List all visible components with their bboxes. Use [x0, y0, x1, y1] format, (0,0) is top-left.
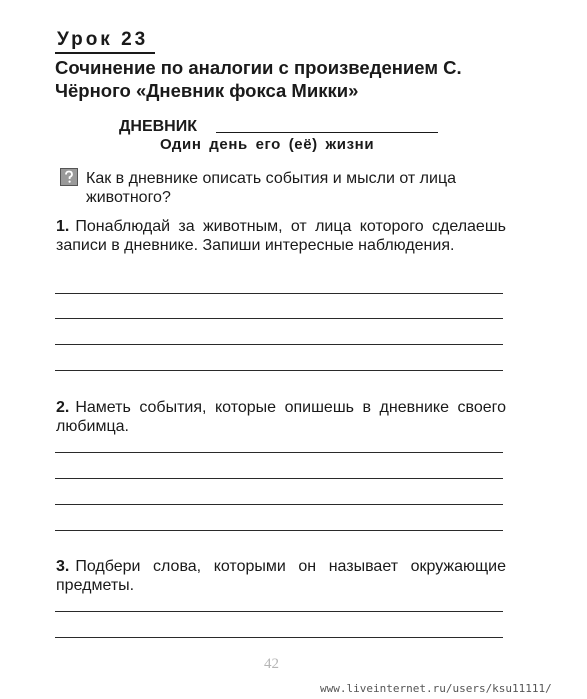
diary-name-line[interactable] — [216, 132, 438, 133]
answer-line[interactable] — [55, 478, 503, 479]
question-icon — [60, 168, 78, 186]
diary-subtitle: Один день его (её) жизни — [160, 136, 375, 153]
page-number: 42 — [264, 656, 279, 672]
task-2 — [56, 398, 506, 436]
lesson-title: Сочинение по аналогии с произведением С. Чёрного «Дневник фокса Микки» — [55, 57, 462, 101]
task-3-text: Подбери слова, которыми он называет окружающие предметы. — [56, 558, 506, 594]
task-1 — [56, 217, 506, 255]
task-3-number: 3. — [56, 558, 70, 575]
task-1-text: Понаблюдай за животным, от лица которого сделаешь записи в дневнике. Запиши интересные наблюдения. — [56, 218, 506, 254]
answer-line[interactable] — [55, 530, 503, 531]
question-text: Как в дневнике описать события и мысли от лица животного? — [86, 170, 457, 206]
lesson-heading-rule — [55, 52, 155, 54]
task-1-number: 1. — [56, 218, 70, 235]
watermark-url: www.liveinternet.ru/users/ksu11111/ — [320, 682, 552, 695]
answer-line[interactable] — [55, 344, 503, 345]
task-2-number: 2. — [56, 399, 70, 416]
task-3 — [56, 557, 506, 595]
answer-line[interactable] — [55, 452, 503, 453]
diary-label: ДНЕВНИК — [119, 118, 197, 135]
answer-line[interactable] — [55, 611, 503, 612]
task-2-text: Наметь события, которые опишешь в дневнике своего любимца. — [56, 399, 506, 435]
answer-line[interactable] — [55, 318, 503, 319]
answer-line[interactable] — [55, 504, 503, 505]
lesson-heading: Урок 23 — [57, 29, 149, 50]
answer-line[interactable] — [55, 370, 503, 371]
answer-line[interactable] — [55, 293, 503, 294]
answer-line[interactable] — [55, 637, 503, 638]
